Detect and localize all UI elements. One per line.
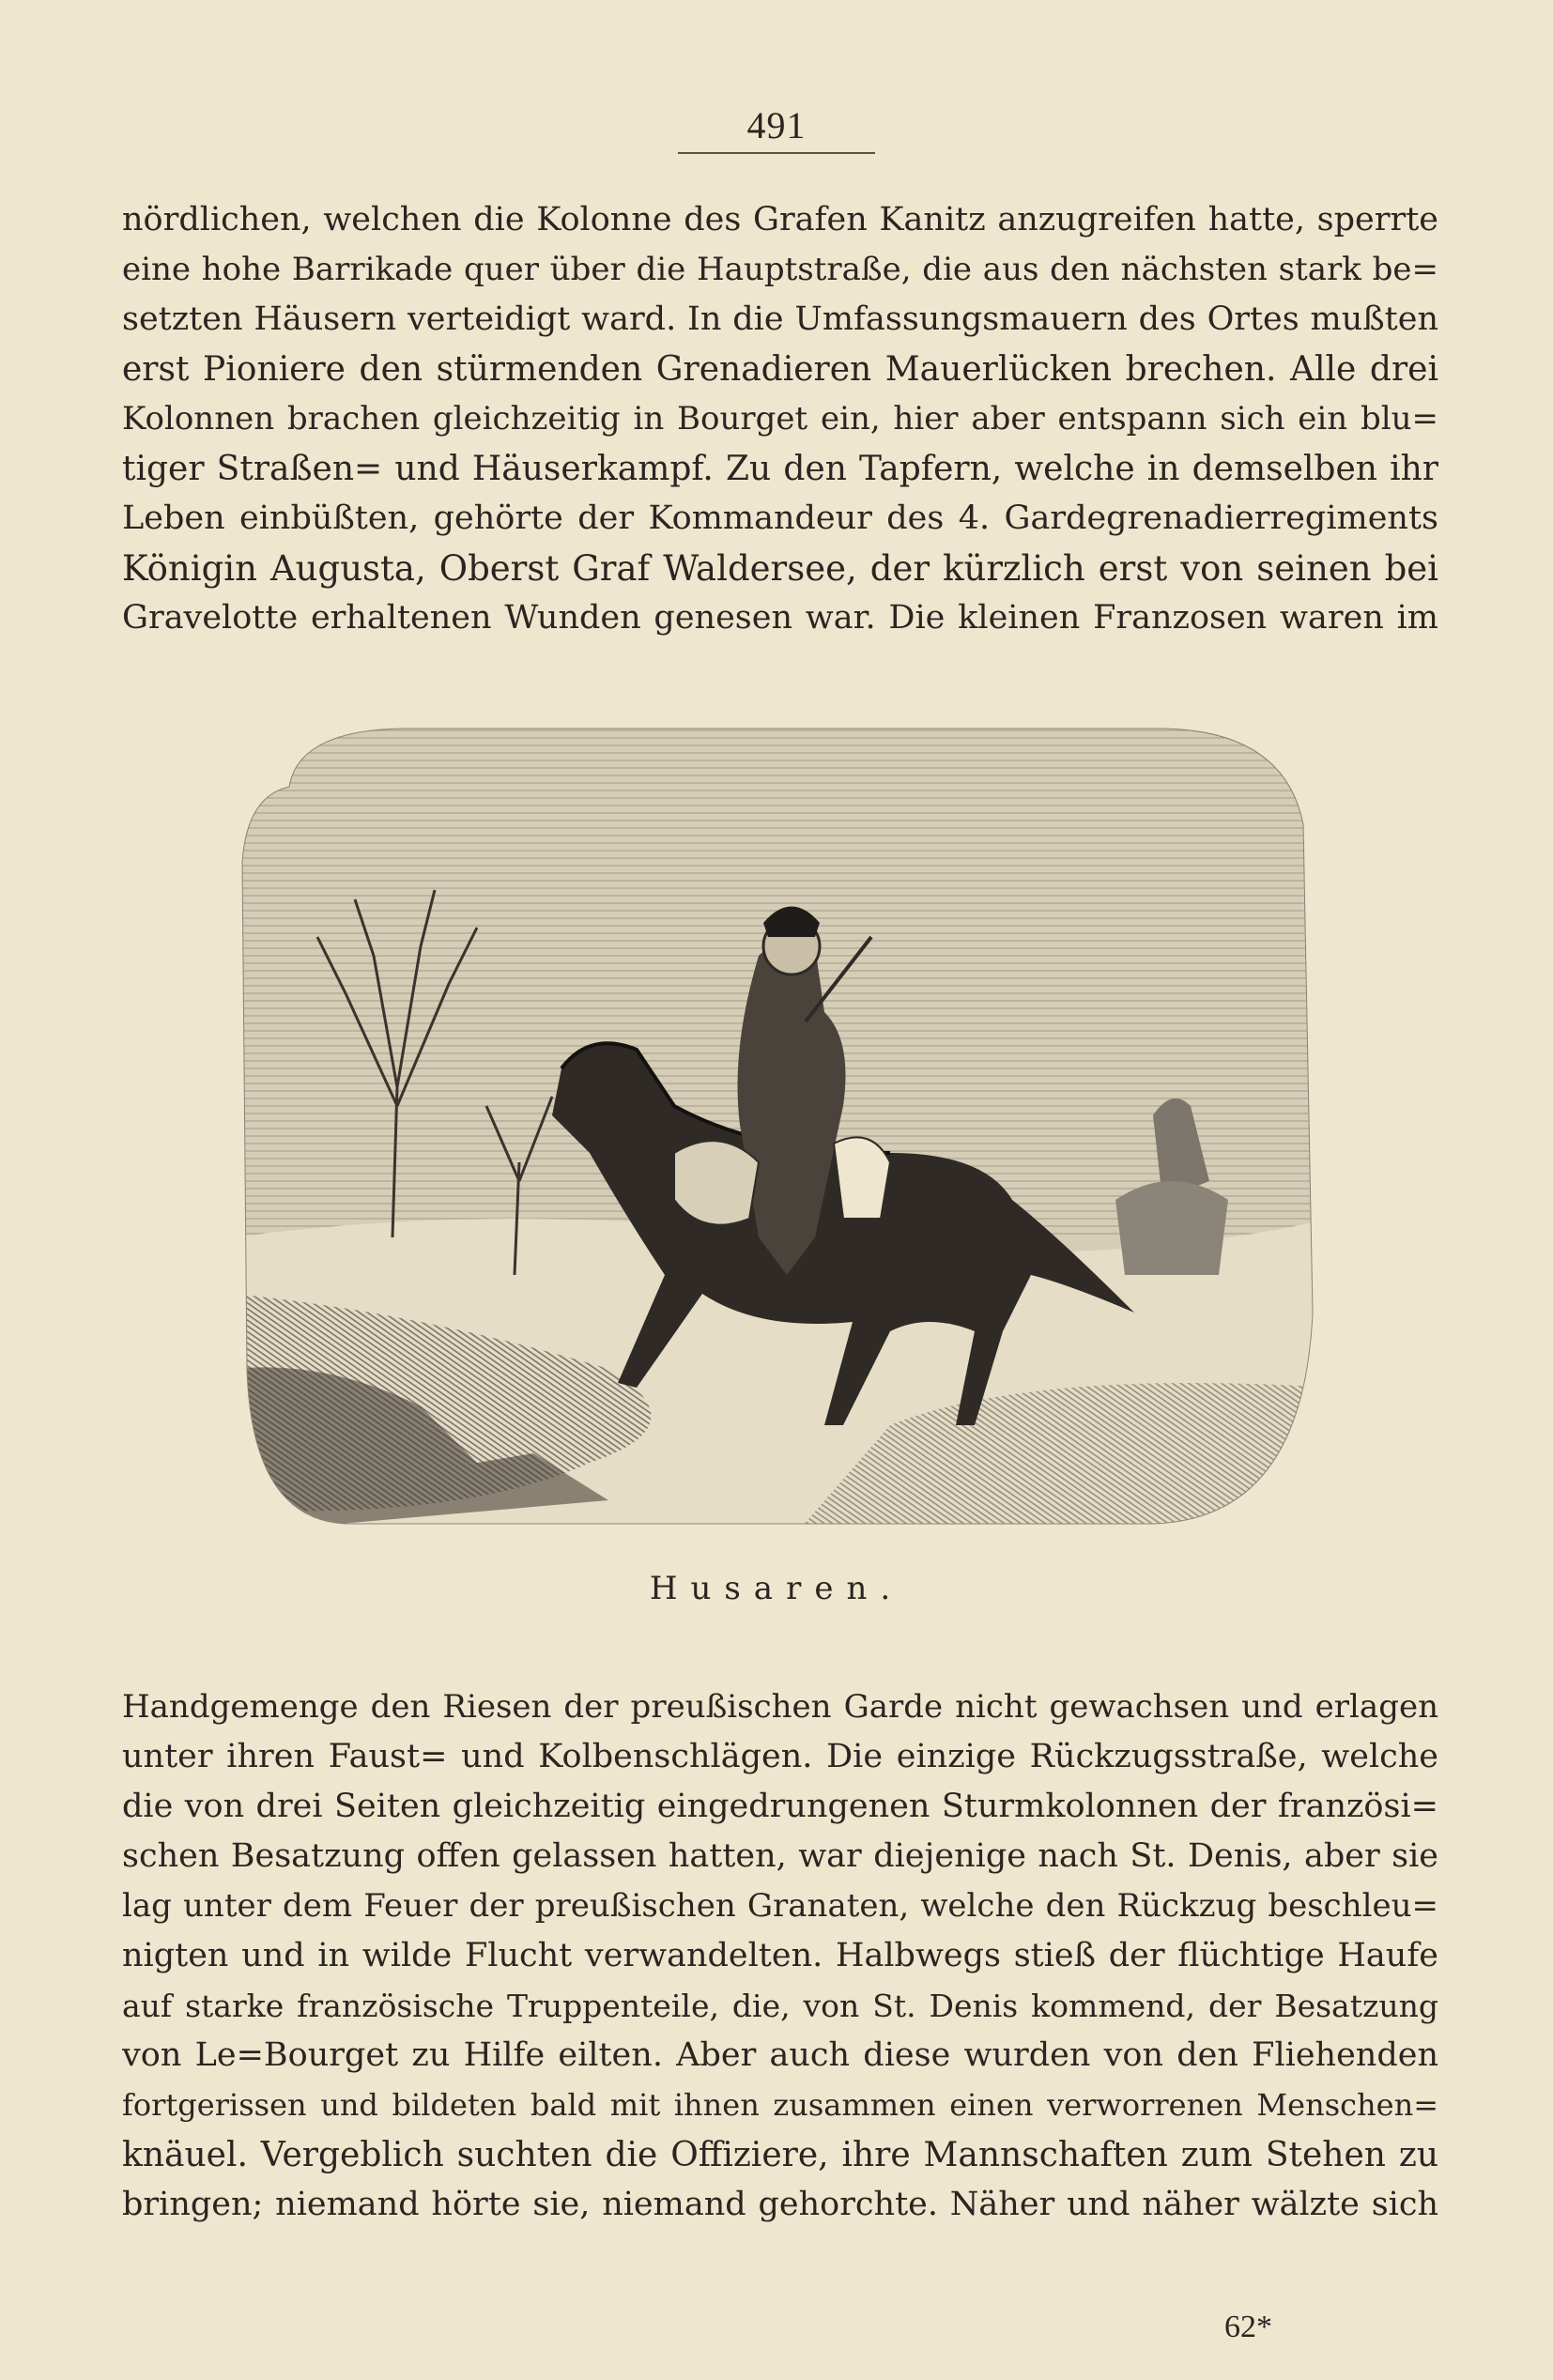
text-line: knäuel. Vergeblich suchten die Offiziere, ihre Mannschaften zum Stehen zu [122, 2136, 1438, 2174]
text-line: Leben einbüßten, gehörte der Kommandeur des 4. Gardegrenadierregiments [122, 499, 1438, 537]
text-line: lag unter dem Feuer der preußischen Granaten, welche den Rückzug beschleu= [122, 1887, 1438, 1925]
text-line: nigten und in wilde Flucht verwandelten. Halbwegs stieß der flüchtige Haufe [122, 1937, 1438, 1974]
text-line: tiger Straßen= und Häuserkampf. Zu den Tapfern, welche in demselben ihr [122, 450, 1438, 488]
text-line: Handgemenge den Riesen der preußischen Garde nicht gewachsen und erlagen [122, 1688, 1438, 1726]
text-line: fortgerissen und bildeten bald mit ihnen zusammen einen verworrenen Menschen= [122, 2087, 1438, 2123]
text-line: bringen; niemand hörte sie, niemand gehorchte. Näher und näher wälzte sich [122, 2186, 1438, 2223]
text-line: erst Pioniere den stürmenden Grenadieren Mauerlücken brechen. Alle drei [122, 350, 1438, 389]
paragraph-top [122, 195, 1438, 643]
text-line: von Le=Bourget zu Hilfe eilten. Aber auch diese wurden von den Fliehenden [122, 2036, 1438, 2074]
header-rule [678, 152, 875, 154]
text-line: setzten Häusern verteidigt ward. In die Umfassungsmauern des Ortes mußten [122, 300, 1438, 338]
text-line: schen Besatzung offen gelassen hatten, war diejenige nach St. Denis, aber sie [122, 1837, 1438, 1875]
paragraph-bottom [122, 1682, 1438, 2230]
text-line: Königin Augusta, Oberst Graf Waldersee, der kürzlich erst von seinen bei [122, 548, 1438, 589]
text-line: Kolonnen brachen gleichzeitig in Bourget ein, hier aber entspann sich ein blu= [122, 400, 1438, 438]
illustration-caption: Husaren. [649, 1570, 904, 1607]
page-number: 491 [746, 104, 807, 146]
hussar-engraving [233, 712, 1331, 1533]
text-line: unter ihren Faust= und Kolbenschlägen. Die einzige Rückzugsstraße, welche [122, 1738, 1438, 1775]
text-line: auf starke französische Truppenteile, die, von St. Denis kommend, der Besatzung [122, 1988, 1438, 2024]
text-line: eine hohe Barrikade quer über die Hauptstraße, die aus den nächsten stark be= [122, 251, 1438, 288]
text-line: Gravelotte erhaltenen Wunden genesen war. Die kleinen Franzosen waren im [122, 599, 1438, 637]
text-line: die von drei Seiten gleichzeitig eingedrungenen Sturmkolonnen der französi= [122, 1788, 1438, 1825]
signature-mark: 62* [1224, 2310, 1272, 2344]
text-line: nördlichen, welchen die Kolonne des Grafen Kanitz anzugreifen hatte, sperrte [122, 201, 1438, 238]
